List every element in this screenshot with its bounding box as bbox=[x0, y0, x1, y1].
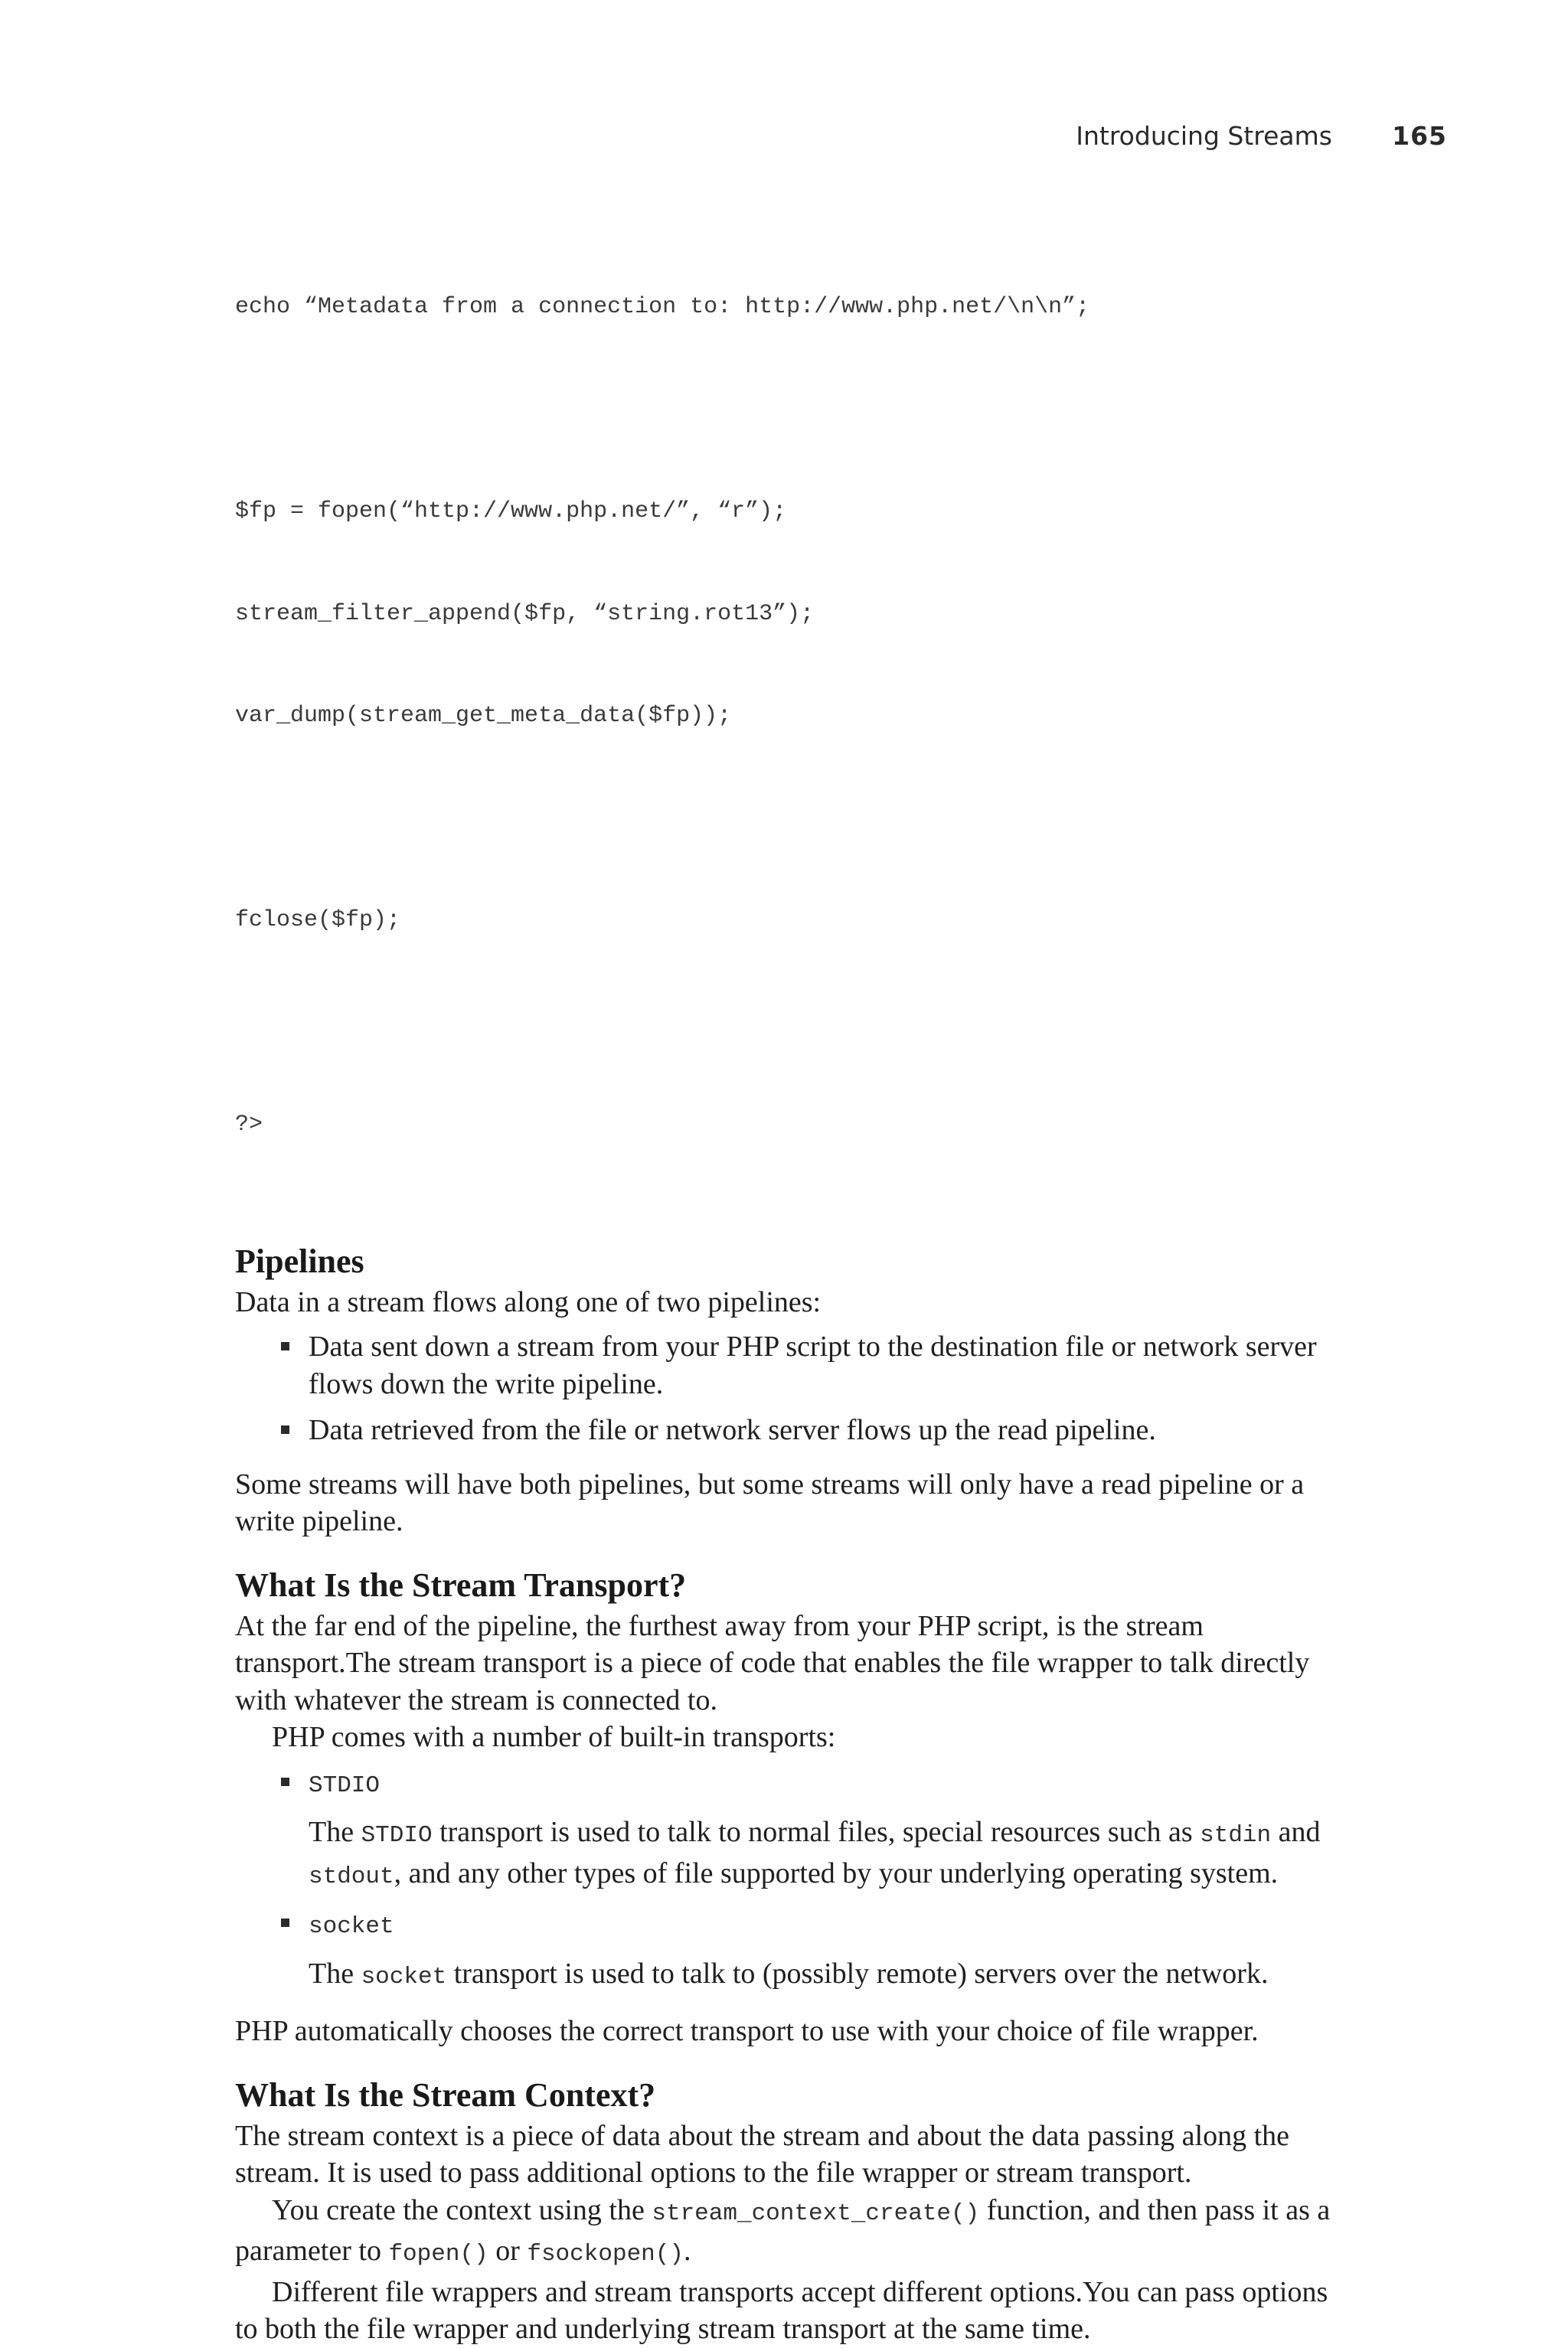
square-bullet-icon bbox=[281, 1778, 289, 1786]
transport-name: STDIO bbox=[309, 1772, 381, 1799]
pipelines-list bbox=[235, 1328, 1338, 1449]
page-content bbox=[235, 222, 1338, 2348]
code-line: stream_filter_append($fp, “string.rot13”); bbox=[235, 600, 815, 627]
code-block bbox=[235, 222, 1338, 1210]
code-line: ?> bbox=[235, 1112, 263, 1138]
section-heading-context: What Is the Stream Context? bbox=[235, 2075, 656, 2114]
section-heading-pipelines: Pipelines bbox=[235, 1242, 364, 1280]
code-line bbox=[235, 393, 1338, 427]
list-item-socket bbox=[235, 1905, 1338, 1946]
transports-list bbox=[235, 1905, 1338, 1946]
list-item bbox=[235, 1328, 1338, 1403]
section-heading-transport: What Is the Stream Transport? bbox=[235, 1566, 687, 1604]
transports-list bbox=[235, 1764, 1338, 1805]
transport-name: socket bbox=[309, 1913, 394, 1940]
context-paragraph: Different file wrappers and stream transports accept different options.You can pass options to both the file wrapper and underlying stream transport at the same time. bbox=[235, 2275, 1328, 2345]
list-item-text: Data retrieved from the file or network server flows up the read pipeline. bbox=[309, 1414, 1156, 1446]
list-item-stdio bbox=[235, 1764, 1338, 1805]
transport-closing: PHP automatically chooses the correct transport to use with your choice of file wrapper. bbox=[235, 2015, 1259, 2047]
stdio-description: The STDIO transport is used to talk to normal files, special resources such as stdin and stdout, and any other types of file supported by your underlying operating system. bbox=[309, 1816, 1321, 1890]
context-paragraph: You create the context using the stream_context_create() function, and then pass it as a parameter to fopen() or fsockopen(). bbox=[235, 2193, 1331, 2268]
page-number: 165 bbox=[1392, 121, 1447, 151]
context-paragraph: The stream context is a piece of data about the stream and about the data passing along the stream. It is used to pass additional options to the file wrapper or stream transport. bbox=[235, 2119, 1290, 2189]
transport-paragraph: At the far end of the pipeline, the furthest away from your PHP script, is the stream transport.The stream transport is a piece of code that enables the file wrapper to talk directly with whatever the stream is connected to. bbox=[235, 1609, 1310, 1716]
list-item-text: Data sent down a stream from your PHP script to the destination file or network server flows down the write pipeline. bbox=[309, 1331, 1317, 1400]
code-line bbox=[235, 802, 1338, 836]
square-bullet-icon bbox=[281, 1342, 289, 1350]
section-title: Introducing Streams bbox=[1076, 121, 1332, 151]
socket-description: The socket transport is used to talk to (possibly remote) servers over the network. bbox=[309, 1957, 1269, 1990]
square-bullet-icon bbox=[281, 1919, 289, 1927]
list-item bbox=[235, 1412, 1338, 1449]
code-line: var_dump(stream_get_meta_data($fp)); bbox=[235, 703, 732, 729]
pipelines-intro: Data in a stream flows along one of two pipelines: bbox=[235, 1285, 822, 1318]
code-line bbox=[235, 1006, 1338, 1040]
code-line: echo “Metadata from a connection to: http://www.php.net/\n\n”; bbox=[235, 294, 1090, 320]
transport-paragraph: PHP comes with a number of built-in transports: bbox=[272, 1721, 836, 1753]
code-line: $fp = fopen(“http://www.php.net/”, “r”); bbox=[235, 498, 787, 524]
square-bullet-icon bbox=[281, 1425, 289, 1434]
pipelines-closing: Some streams will have both pipelines, but some streams will only have a read pipeline or a write pipeline. bbox=[235, 1468, 1305, 1537]
code-line: fclose($fp); bbox=[235, 907, 401, 933]
running-head bbox=[995, 121, 1447, 159]
